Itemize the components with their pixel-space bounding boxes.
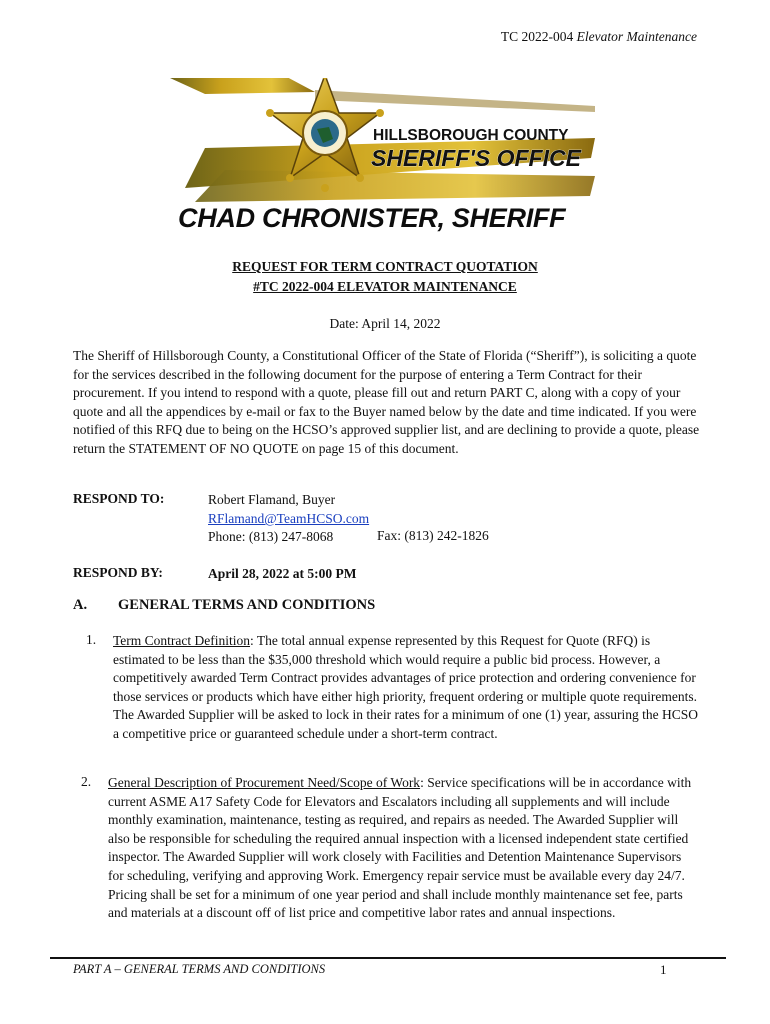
footer-page-number: 1 xyxy=(660,962,667,977)
intro-paragraph: The Sheriff of Hillsborough County, a Constitutional Officer of the State of Florida (“Sheriff”), is soliciting a quote for the services described in the following document for the purpose of entering a Term Contract for their procurement. If you intend to respond with a quote, please fill out and return PART C, along with a copy of your quote and all the appendices by e-mail or fax to the Buyer named below by the date and time indicated. If you were notified of this RFQ due to being on the HCSO’s approved supplier list, and are declining to provide a quote, please return the STATEMENT OF NO QUOTE on page 15 of this document. xyxy=(73,348,700,456)
item-2-text: : Service specifications will be in accordance with current ASME A17 Safety Code for Elevators and Escalators including all supplements and will include monthly examination, maintenance, testing as required, and repairs as needed. The Awarded Supplier will also be responsible for scheduling the required annual inspection with a licensed independent state certified inspector. The Awarded Supplier will work closely with Facilities and Detention Maintenance Supervisors for scheduling, verifying and approving Work. Emergency repair service must be available every day 24/7. Pricing shall be set for a minimum of one year period and shall include monthly maintenance set fee, parts and materials at a discount off of list price and competitive labor rates and annual inspections. xyxy=(108,775,692,921)
item-2-body xyxy=(108,774,700,923)
footer-section-name: PART A – GENERAL TERMS AND CONDITIONS xyxy=(73,962,326,976)
respond-by-date: April 28, 2022 at 5:00 PM xyxy=(208,566,357,581)
header-doc-subject: Elevator Maintenance xyxy=(576,29,697,44)
logo-line1: HILLSBOROUGH COUNTY xyxy=(373,127,569,144)
item-2-title: General Description of Procurement Need/Scope of Work xyxy=(108,775,421,790)
respond-by-label: RESPOND BY: xyxy=(73,565,163,580)
logo-line2: SHERIFF'S OFFICE xyxy=(371,145,581,171)
sheriff-name: CHAD CHRONISTER, SHERIFF xyxy=(178,203,566,233)
title-line-1: REQUEST FOR TERM CONTRACT QUOTATION xyxy=(232,259,538,274)
item-1-body xyxy=(113,632,705,744)
section-a-heading: GENERAL TERMS AND CONDITIONS xyxy=(118,597,376,613)
item-2-number: 2. xyxy=(81,774,92,789)
item-1-text: : The total annual expense represented by this Request for Quote (RFQ) is estimated to be less than the $35,000 threshold which would require a public bid process. However, a competitively awarded Term Contract provides advantages of price protection and ordering convenience for those services or products which have either high priority, frequent ordering or multiple quote requirements. The Awarded Supplier will be asked to lock in their rates for a minimum of one (1) year, assuring the HCSO a competitive price or guaranteed schedule under a short-term contract. xyxy=(113,633,698,741)
logo-swoosh-top xyxy=(170,78,315,94)
item-1-number: 1. xyxy=(86,632,97,647)
respond-to-label: RESPOND TO: xyxy=(73,491,165,506)
document-header xyxy=(501,29,697,45)
item-1-title: Term Contract Definition xyxy=(113,633,251,648)
buyer-fax: Fax: (813) 242-1826 xyxy=(377,528,489,543)
document-date: Date: April 14, 2022 xyxy=(329,316,441,331)
header-doc-code: TC 2022-004 xyxy=(500,29,574,44)
buyer-email-link[interactable]: RFlamand@TeamHCSO.com xyxy=(208,511,370,526)
buyer-phone: Phone: (813) 247-8068 xyxy=(208,529,334,544)
buyer-name: Robert Flamand, Buyer xyxy=(208,492,336,507)
footer-rule xyxy=(50,957,726,959)
section-a-letter: A. xyxy=(73,597,88,613)
logo-swoosh-bottom xyxy=(195,170,595,202)
title-line-2: #TC 2022-004 ELEVATOR MAINTENANCE xyxy=(253,279,517,294)
